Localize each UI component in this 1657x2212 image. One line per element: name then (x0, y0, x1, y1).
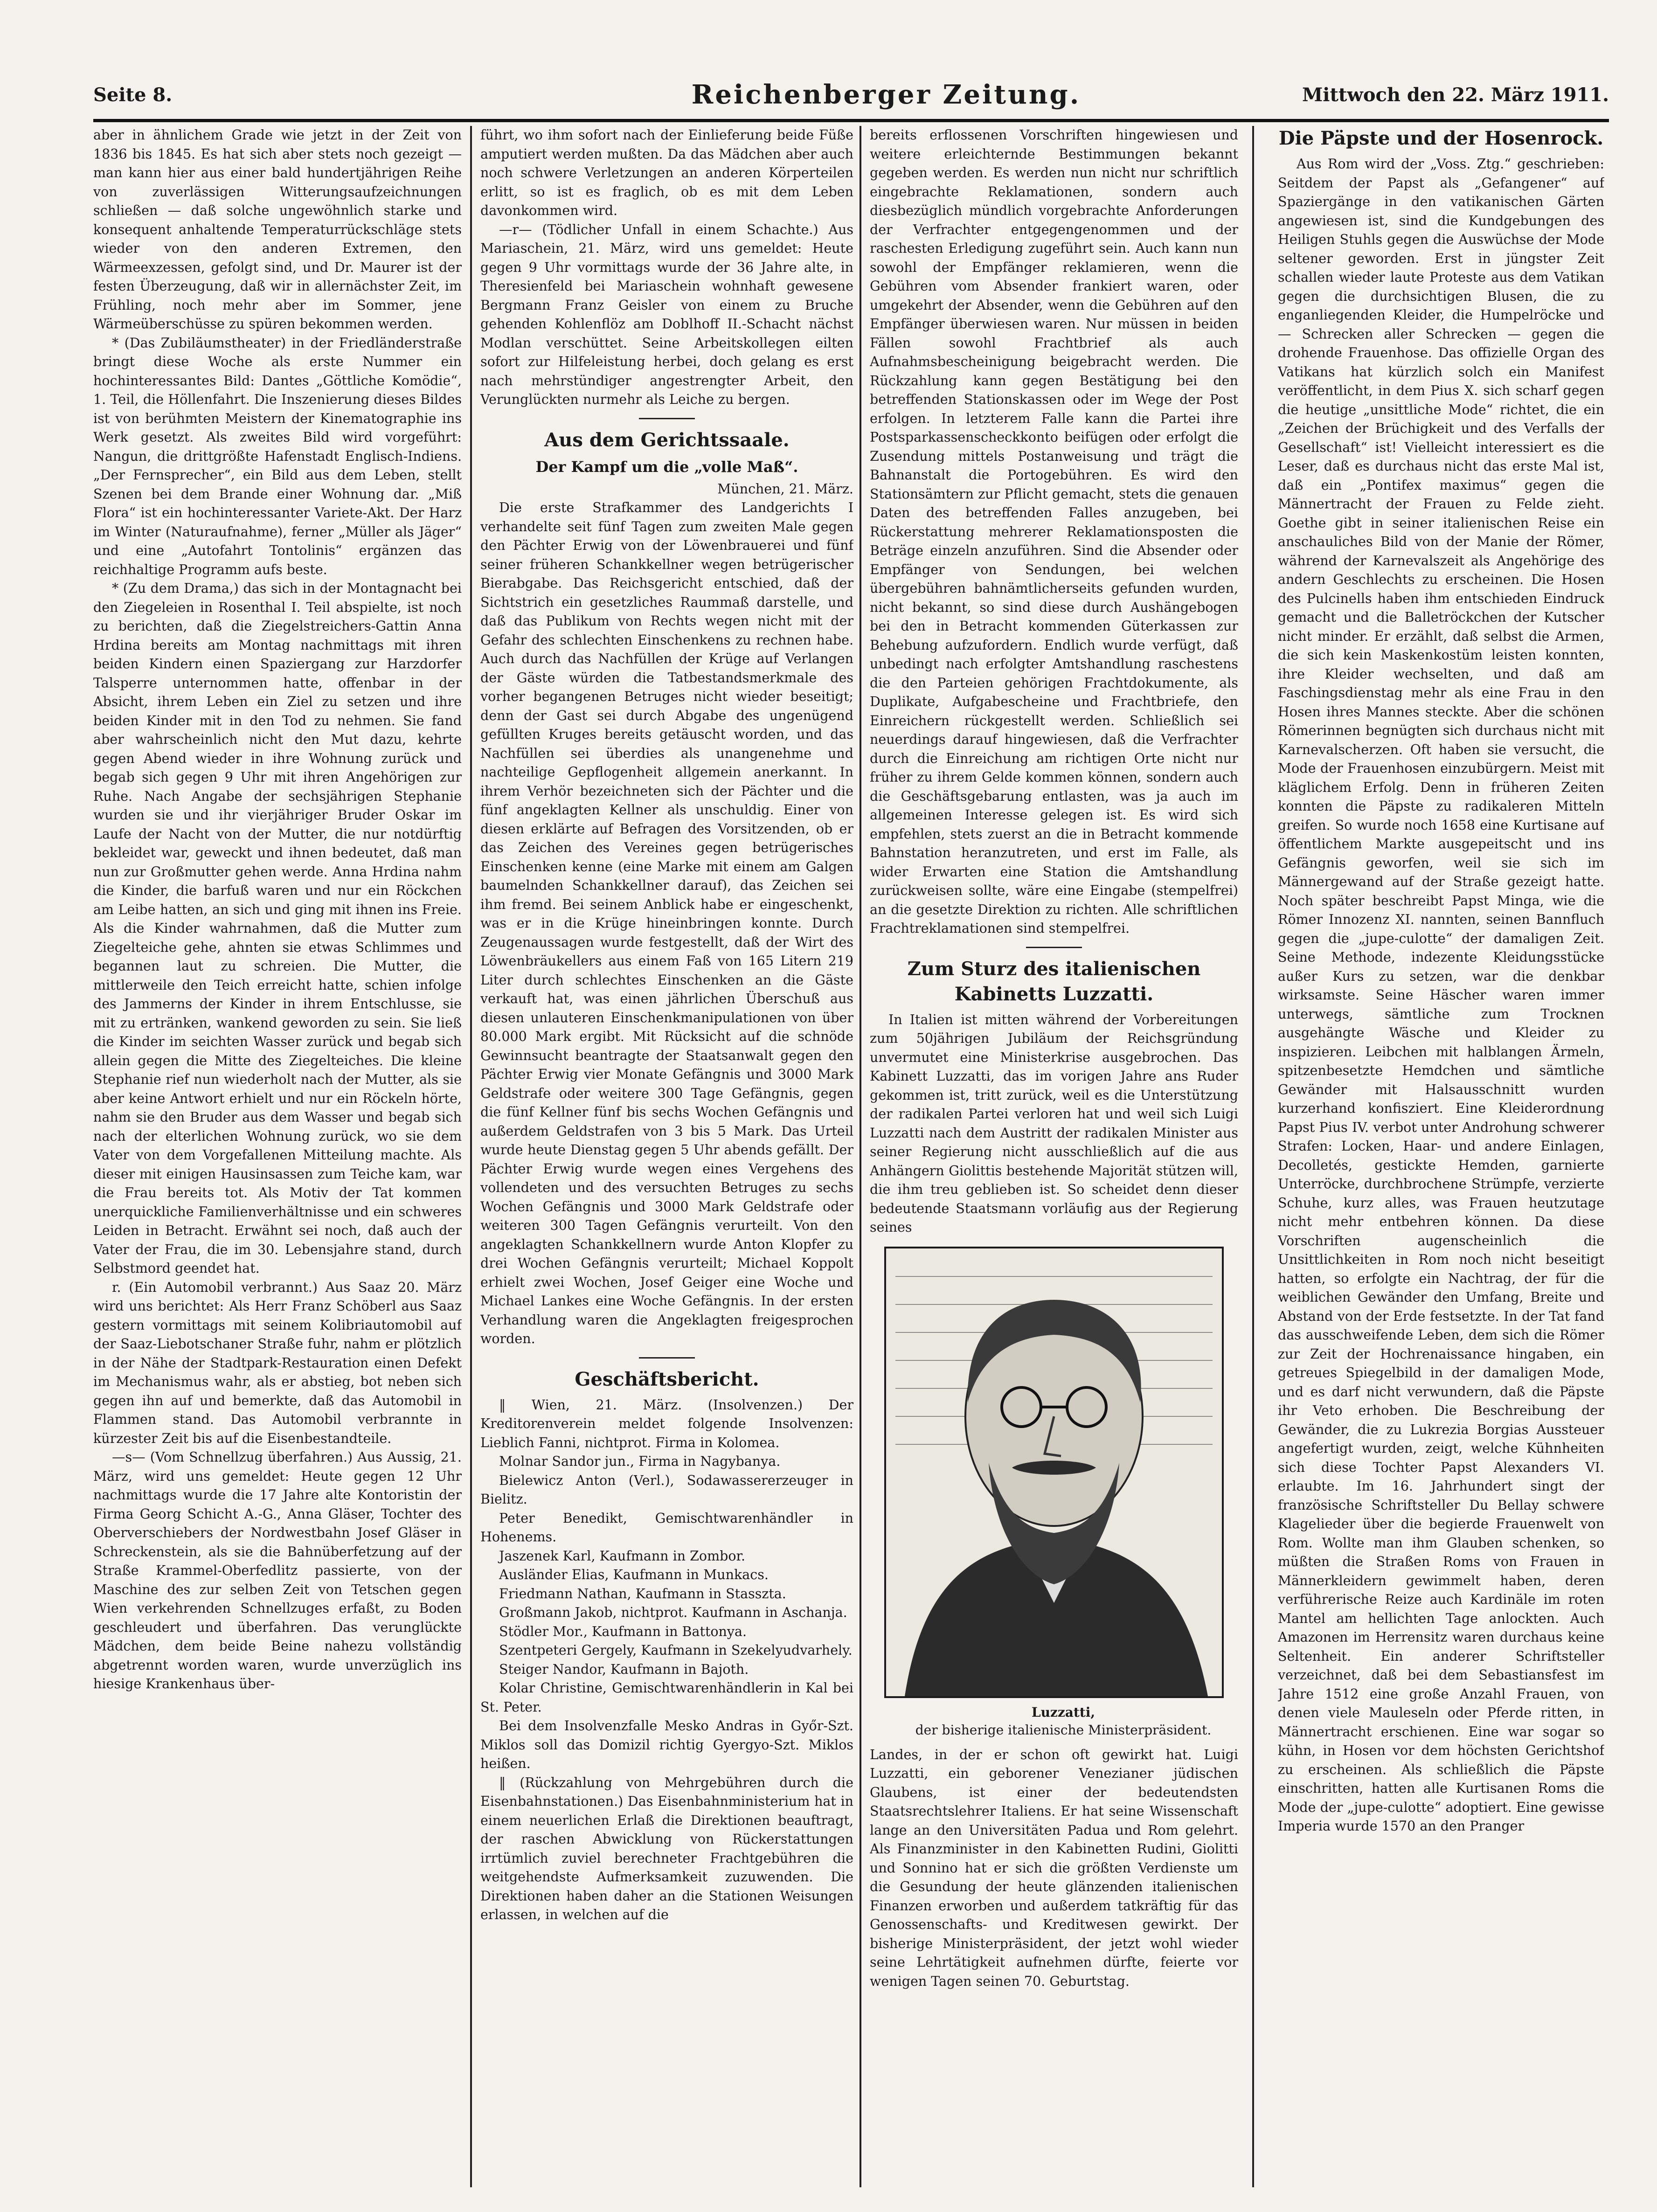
column-3 (870, 126, 1238, 2192)
section-heading: Die Päpste und der Hosenrock. (1278, 127, 1604, 149)
list-item: Szentpeteri Gergely, Kaufmann in Szekelyudvarhely. (499, 1643, 853, 1658)
list-item: Großmann Jakob, nichtprot. Kaufmann in Aschanja. (499, 1605, 847, 1620)
header-rule (93, 119, 1609, 122)
article-paragraph: Aus Rom wird der „Voss. Ztg.“ geschrieben: Seitdem der Papst als „Gefangener“ auf Spaziergänge in den vatikanischen Gärten angewiesen ist, sind die Kundgebungen des Heiligen Stuhls gegen die Auswüchse der Mode seltener geworden. Erst in jüngster Zeit schallen wieder laute Proteste aus dem Vatikan gegen die durchsichtigen Blusen, die zu enganliegenden Kleider, die Humpelröcke und — Schrecken aller Schrecken — gegen die drohende Frauenhose. Das offizielle Organ des Vatikans hat kürzlich solch ein Manifest veröffentlicht, in dem Pius X. sich scharf gegen die heutige „unsittliche Mode“ richtet, die ein „Zeichen der Brüchigkeit und des Verfalls der Gesellschaft“ ist! Vielleicht interessiert es die Leser, daß es durchaus nicht das erste Mal ist, daß ein „Pontifex maximus“ gegen die Männertracht der Frauen zu Felde zieht. Goethe gibt in seiner italienischen Reise ein anschauliches Bild von der Manie der Römer, während der Karnevalszeit als Angehörige des andern Geschlechts zu erscheinen. Die Hosen des Pulcinells haben ihm entschieden Eindruck gemacht und die Balletröckchen der Kutscher nicht minder. Er erzählt, daß selbst die Armen, die sich kein Maskenkostüm leisten konnten, ihre Kleider wechselten, und daß am Faschingsdienstag mehr als eine Frau in den Hosen ihres Mannes steckte. Aber die schönen Römerinnen begnügten sich durchaus nicht mit Karnevalscherzen. Oft haben sie versucht, die Mode der Frauenhosen einzubürgern. Meist mit kläglichem Erfolg. Denn in früheren Zeiten konnten die Päpste zu radikaleren Mitteln greifen. So wurde noch 1658 eine Kurtisane auf öffentlichem Markte ausgepeitscht und ins Gefängnis geworfen, weil sie sich im Männergewand auf der Straße gezeigt hatte. Noch später beschreibt Papst Minga, wie die Römer Innozenz XI. nannten, seinen Bannfluch gegen die „jupe-culotte“ der damaligen Zeit. Seine Methode, indezente Kleidungsstücke außer Kurs zu setzen, war die denkbar wirksamste. Seine Häscher waren immer unterwegs, sämtliche zum Trocknen ausgehängte Wäsche und Kleider zu inspizieren. Leibchen mit halblangen Ärmeln, spitzenbesetzte Hemdchen und sämtliche Gewänder mit Halsausschnitt wurden kurzerhand konfisziert. Eine Kleiderordnung Papst Pius IV. verbot unter Androhung schwerer Strafen: Locken, Haar- und andere Einlagen, Decolletés, gestickte Hemden, garnierte Unterröcke, durchbrochene Strümpfe, verzierte Schuhe, kurz alles, was Frauen heutzutage nicht mehr entbehren können. Da diese Vorschriften augenscheinlich die Unsittlichkeiten in Rom noch nicht beseitigt hatten, so erfolgte ein Nachtrag, der für die weiblichen Gewänder den Umfang, Breite und Abstand von der Erde festsetzte. In der Tat fand das ausschweifende Leben, dem sich die Römer zur Zeit der Hochrenaissance hingaben, ein getreues Spiegelbild in der damaligen Mode, und es darf nicht verwundern, daß die Päpste ihr Veto erhoben. Die Beschreibung der Gewänder, die zu Lukrezia Borgias Aussteuer angefertigt wurden, zeigt, welche Kühnheiten sich diese Tochter Papst Alexanders VI. erlaubte. Im 16. Jahrhundert singt der französische Schriftsteller Du Bellay schwere Klagelieder über die begierde Frauenwelt von Rom. Wollte man ihm Glauben schenken, so müßten die Straßen Roms von Frauen in Männerkleidern gewimmelt haben, deren verführerische Reize auch Kardinäle im roten Mantel am hellichten Tage anlockten. Auch Amazonen im Herrensitz waren durchaus keine Seltenheit. Ein anderer Schriftsteller verzeichnet, daß bei dem Sebastiansfest im Jahre 1512 eine große Anzahl Frauen, von denen viele Mauleseln oder Pferde ritten, in Männertracht erschienen. Eine war sogar so kühn, in Hosen vor dem höchsten Gerichtshof zu erscheinen. Als schließlich die Päpste einschritten, hatten alle Kurtisanen Roms die Mode der „jupe-culotte“ adoptiert. Eine gewisse Imperia wurde 1570 an den Pranger (1278, 156, 1604, 1834)
article-paragraph: Bei dem Insolvenzfalle Mesko Andras in Győr-Szt. Miklos soll das Domizil richtig Gyergyo-Szt. Miklos heißen. (480, 1718, 853, 1771)
article-paragraph: aber in ähnlichem Grade wie jetzt in der Zeit von 1836 bis 1845. Es hat sich aber stets noch gezeigt — man kann hier aus einer bald hundertjährigen Reihe von zuverlässigen Witterungsaufzeichnungen schließen — daß solche ungewöhnlich starke und konsequent anhaltende Temperaturrückschläge stets wieder von den anderen Extremen, den Wärmeexzessen, gefolgt sind, und Dr. Maurer ist der festen Überzeugung, daß wir in allernächster Zeit, im Frühling, noch mehr aber im Sommer, jene Wärmeüberschüsse zu spüren bekommen werden. (93, 127, 462, 332)
article-paragraph: bereits erflossenen Vorschriften hingewiesen und weitere erleichternde Bestimmungen bekannt gegeben werden. Es werden nun nicht nur schriftlich eingebrachte Reklamationen, sondern auch diesbezüglich mündlich vorgebrachte Anforderungen der Verfrachter entgegengenommen und der raschesten Erledigung zugeführt sein. Auch kann nun sowohl der Empfänger reklamieren, wenn die Gebühren vom Absender frankiert waren, oder umgekehrt der Absender, wenn die Gebühren auf den Empfänger überwiesen waren. Nur müssen in beiden Fällen sowohl Frachtbrief als auch Aufnahmsbescheinigung beigebracht werden. Die Rückzahlung kann gegen Bestätigung bei den betreffenden Stationskassen oder im Wege der Post erfolgen. In letzterem Falle kann die Partei ihre Postsparkassenscheckkonto beifügen oder erfolgt die Zusendung mittels Postanweisung und trägt die Bahnanstalt die Portogebühren. Es wird den Stationsämtern zur Pflicht gemacht, stets die genauen Daten des betreffenden Falles anzugeben, bei Rückerstattung mehrerer Reklamationsposten die Beträge einzeln anzuführen. Sind die Absender oder Empfänger von Sendungen, bei welchen übergebühren bahnämtlicherseits gefunden wurden, nicht bekannt, so sind diese durch Aushängebogen bei den in Betracht kommenden Güterkassen zur Behebung aufzufordern. Endlich wurde verfügt, daß unbedingt nach erfolgter Amtshandlung raschestens die den Parteien gehörigen Frachtdokumente, als Duplikate, Aufgabescheine und Frachtbriefe, den Einreichern rückgestellt werden. Schließlich sei neuerdings darauf hingewiesen, daß die Verfrachter durch die Einreichung am richtigen Orte nicht nur früher zu ihrem Gelde kommen können, sondern auch die Geschäftsgebarung entlasten, was ja auch im allgemeinen Interesse gelegen ist. Es wird sich empfehlen, stets zuerst an die in Betracht kommende Bahnstation heranzutreten, und erst im Falle, als wider Erwarten eine Station die Amtshandlung zurückweisen sollte, wäre eine Eingabe (stempelfrei) an die gesetzte Direktion zu richten. Alle schriftlichen Frachtreklamationen sind stempelfrei. (870, 127, 1238, 936)
article-paragraph: führt, wo ihm sofort nach der Einlieferung beide Füße amputiert werden mußten. Da das Mädchen aber auch noch schwere Verletzungen an anderen Körperteilen erlitt, so ist es fraglich, ob es mit dem Leben davonkommen wird. (480, 127, 853, 218)
portrait-image (884, 1247, 1224, 1698)
section-heading: Aus dem Gerichtssaale. (544, 429, 790, 451)
article-paragraph: In Italien ist mitten während der Vorbereitungen zum 50jährigen Jubiläum der Reichsgründung unvermutet eine Ministerkrise ausgebrochen. Das Kabinett Luzzatti, das im vorigen Jahre ans Ruder gekommen ist, tritt zurück, weil es die Unterstützung der radikalen Partei verloren hat und weil sich Luigi Luzzatti nach dem Austritt der radikalen Minister aus seiner Regierung nicht ausschließlich auf die aus Anhängern Giolittis bestehende Majorität stützen will, die ihm treu geblieben ist. So scheidet denn dieser bedeutende Staatsmann vorläufig aus der Regierung seines (870, 1012, 1238, 1235)
section-rule (639, 1357, 695, 1359)
article-paragraph: * (Das Zubiläumstheater) in der Friedländerstraße bringt diese Woche als erste Nummer ein hochinteressantes Bild: Dantes „Göttliche Komödie“, 1. Teil, die Höllenfahrt. Die Inszenierung dieses Bildes ist von berühmten Meistern der Kinematographie ins Werk gesetzt. Als zweites Bild wird vorgeführt: Nangun, die drittgrößte Hafenstadt Englisch-Indiens. „Der Fernsprecher“, ein Bild aus dem Leben, stellt Szenen bei dem Brande einer Wohnung dar. „Miß Flora“ ist ein hochinteressanter Variete-Akt. Der Harz im Winter (Naturaufnahme), ferner „Müller als Jäger“ und eine „Autofahrt Tontolinis“ ergänzen das reichhaltige Programm aufs beste. (93, 335, 462, 577)
column-1 (93, 126, 462, 2192)
issue-date: Mittwoch den 22. März 1911. (1302, 84, 1609, 106)
column-divider (470, 126, 472, 2187)
list-item: Ausländer Elias, Kaufmann in Munkacs. (499, 1567, 769, 1582)
list-item: Stödler Mor., Kaufmann in Battonya. (499, 1623, 747, 1639)
article-heading: Der Kampf um die „volle Maß“. (535, 458, 798, 476)
article-paragraph: ‖ Wien, 21. März. (Insolvenzen.) Der Kreditorenverein meldet folgende Insolvenzen: Lieblich Fanni, nichtprot. Firma in Kolomea. (480, 1397, 853, 1450)
section-heading: Geschäftsbericht. (575, 1368, 759, 1390)
list-item: Friedmann Nathan, Kaufmann in Stasszta. (499, 1586, 786, 1602)
list-item: Jaszenek Karl, Kaufmann in Zombor. (499, 1548, 746, 1564)
column-divider (860, 126, 861, 2187)
list-item: Peter Benedikt, Gemischtwarenhändler in Hohenems. (480, 1510, 853, 1545)
list-item: Steiger Nandor, Kaufmann in Bajoth. (499, 1661, 749, 1677)
column-divider (1252, 126, 1254, 2187)
article-paragraph: ‖ (Rückzahlung von Mehrgebühren durch die Eisenbahnstationen.) Das Eisenbahnministerium hat in einem neuerlichen Erlaß die Direktionen beauftragt, der raschen Abwicklung von Rückerstattungen irrtümlich zuviel berechneter Frachtgebühren die weitgehendste Aufmerksamkeit zuzuwenden. Die Direktionen haben daher an die Stationen Weisungen erlassen, in welchen auf die (480, 1775, 853, 1922)
newspaper-title: Reichenberger Zeitung. (691, 79, 1081, 110)
portrait-caption: der bisherige italienische Ministerpräsident. (915, 1722, 1212, 1738)
portrait-caption-name: Luzzatti, (1031, 1704, 1095, 1720)
column-2 (480, 126, 853, 2192)
section-heading: Zum Sturz des italienischen Kabinetts Luzzatti. (907, 957, 1201, 1005)
section-rule (1026, 947, 1082, 948)
dateline: München, 21. März. (717, 481, 853, 497)
column-4 (1278, 126, 1604, 2192)
article-paragraph: —s— (Vom Schnellzug überfahren.) Aus Aussig, 21. März, wird uns gemeldet: Heute gegen 12 Uhr nachmittags wurde die 17 Jahre alte Kontoristin der Firma Georg Schicht A.-G., Anna Gläser, Tochter des Oberverschiebers der Nordwestbahn Josef Gläser in Schreckenstein, als sie die Bahnüberfetzung auf der Straße Krammel-Oberfedlitz passierte, von der Maschine des zur selben Zeit von Tetschen gegen Wien verkehrenden Schnellzuges erfaßt, zu Boden geschleudert und überfahren. Das verunglückte Mädchen, dem beide Beine nahezu vollständig abgetrennt worden waren, wurde unverzüglich ins hiesige Krankenhaus über- (93, 1449, 462, 1692)
list-item: Bielewicz Anton (Verl.), Sodawassererzeuger in Bielitz. (480, 1472, 853, 1507)
section-rule (639, 418, 695, 419)
article-paragraph: * (Zu dem Drama,) das sich in der Montagnacht bei den Ziegeleien in Rosenthal I. Teil abspielte, ist noch zu berichten, daß die Ziegelstreichers-Gattin Anna Hrdina bereits am Montag nachmittags mit ihren beiden Kindern einen Spaziergang zur Harzdorfer Talsperre unternommen hatte, offenbar in der Absicht, ihrem Leben ein Ziel zu setzen und ihre beiden Kinder mit in den Tod zu nehmen. Sie fand aber wahrscheinlich nicht den Mut dazu, kehrte gegen Abend wieder in ihre Wohnung zurück und begab sich gegen 9 Uhr mit ihren Angehörigen zur Ruhe. Nach Angabe der sechsjährigen Stephanie wurden sie und ihr vierjähriger Bruder Oskar im Laufe der Nacht von der Mutter, die nur notdürftig bekleidet war, geweckt und ihnen bedeutet, daß man nun zur Großmutter gehen werde. Anna Hrdina nahm die Kinder, die barfuß waren und nur ein Röckchen am Leibe hatten, an sich und ging mit ihnen ins Freie. Als die Kinder wahrnahmen, daß die Mutter zum Ziegelteiche gehe, ahnten sie etwas Schlimmes und begannen laut zu schreien. Die Mutter, die mittlerweile den Teich erreicht hatte, schien infolge des Jammerns der Kinder in ihrem Entschlusse, sie mit zu ertränken, wankend geworden zu sein. Sie ließ die Kinder im seichten Wasser zurück und begab sich allein gegen die Mitte des Ziegelteiches. Die kleine Stephanie rief nun wiederholt nach der Mutter, als sie aber keine Antwort erhielt und nur ein Röckeln hörte, nahm sie den Bruder aus dem Wasser und begab sich nach der elterlichen Wohnung zurück, wo sie dem Vater von dem Vorgefallenen Mitteilung machte. Als dieser mit einigen Hausinsassen zum Teiche kam, war die Frau bereits tot. Als Motiv der Tat kommen unerquickliche Familienverhältnisse und ein schweres Leiden in Betracht. Erwähnt sei noch, daß auch der Vater der Frau, die im 30. Lebensjahre stand, durch Selbstmord geendet hat. (93, 581, 462, 1276)
article-paragraph: Landes, in der er schon oft gewirkt hat. Luigi Luzzatti, ein geborener Venezianer jüdischen Glaubens, ist einer der bedeutendsten Staatsrechtslehrer Italiens. Er hat seine Wissenschaft lange an den Universitäten Padua und Rom gelehrt. Als Finanzminister in den Kabinetten Rudini, Giolitti und Sonnino hat er sich die größten Verdienste um die Gesundung der heute glänzenden italienischen Finanzen erworben und außerdem tatkräftig für das Genossenschafts- und Kreditwesen gewirkt. Der bisherige Ministerpräsident, der jetzt wohl wieder seine Lehrtätigkeit aufnehmen dürfte, feierte vor wenigen Tagen seinen 70. Geburtstag. (870, 1747, 1238, 1989)
portrait-illustration (886, 1248, 1222, 1696)
list-item: Kolar Christine, Gemischtwarenhändlerin in Kal bei St. Peter. (480, 1680, 853, 1715)
list-item: Molnar Sandor jun., Firma in Nagybanya. (499, 1454, 781, 1469)
article-paragraph: Die erste Strafkammer des Landgerichts I verhandelte seit fünf Tagen zum zweiten Male gegen den Pächter Erwig von der Löwenbrauerei und fünf seiner früheren Schankkellner wegen betrügerischer Bierabgabe. Das Reichsgericht entschied, daß der Sichtstrich ein gesetzliches Raummaß darstelle, und daß das Publikum von Rechts wegen nicht mit der Gefahr des schlechten Einschenkens zu rechnen habe. Auch durch das Nachfüllen der Krüge auf Verlangen der Gäste würden die Tatbestandsmerkmale des vorher begangenen Betruges nicht wieder beseitigt; denn der Gast sei durch Abgabe des ungenügend gefüllten Kruges bereits getäuscht worden, und das Nachfüllen sei überdies als unangenehme und nachteilige Gepflogenheit allgemein anerkannt. In ihrem Verhör bezeichneten sich der Pächter und die fünf angeklagten Kellner als unschuldig. Einer von diesen erklärte auf Befragen des Vorsitzenden, ob er das Zeichen des Vereines gegen betrügerisches Einschenken kenne (eine Marke mit einem am Galgen baumelnden Schankkellner darauf), das Zeichen sei ihm fremd. Bei seinem Anblick habe er eingeschenkt, was er in die Krüge hineinbringen konnte. Durch Zeugenaussagen wurde festgestellt, daß der Wirt des Löwenbräukellers aus einem Faß von 165 Litern 219 Liter durch schlechtes Einschenken an die Gäste verkauft hat, was einen jährlichen Überschuß aus diesen unlauteren Einschenkmanipulationen von über 80.000 Mark ergibt. Mit Rücksicht auf die schnöde Gewinnsucht beantragte der Staatsanwalt gegen den Pächter Erwig vier Monate Gefängnis und 3000 Mark Geldstrafe oder weitere 300 Tage Gefängnis, gegen die fünf Kellner fünf bis sechs Wochen Gefängnis und außerdem Geldstrafen von 3 bis 5 Mark. Das Urteil wurde heute Dienstag gegen 5 Uhr abends gefällt. Der Pächter Erwig wurde wegen eines Vergehens des vollendeten und des versuchten Betruges zu sechs Wochen Gefängnis und 3000 Mark Geldstrafe oder weiteren 300 Tagen Gefängnis verurteilt. Von den angeklagten Schankkellnern wurde Anton Klopfer zu drei Wochen Gefängnis verurteilt; Michael Koppolt erhielt zwei Wochen, Josef Geiger eine Woche und Michael Lankes eine Woche Gefängnis. In der ersten Verhandlung waren die Angeklagten freigesprochen worden. (480, 500, 853, 1346)
article-paragraph: —r— (Tödlicher Unfall in einem Schachte.) Aus Mariaschein, 21. März, wird uns gemeldet: Heute gegen 9 Uhr vormittags wurde der 36 Jahre alte, in Theresienfeld bei Mariaschein wohnhaft gewesene Bergmann Franz Geisler von einem zu Bruche gehenden Kohlenflöz am Doblhoff II.-Schacht nächst Modlan verschüttet. Seine Arbeitskollegen eilten sofort zur Hilfeleistung herbei, doch gelang es erst nach mehrstündiger angestrengter Arbeit, den Verunglückten nurmehr als Leiche zu bergen. (480, 222, 853, 407)
page-number: Seite 8. (93, 84, 173, 106)
article-paragraph: r. (Ein Automobil verbrannt.) Aus Saaz 20. März wird uns berichtet: Als Herr Franz Schöberl aus Saaz gestern vormittags mit seinem Kolibriautomobil auf der Saaz-Liebotschaner Straße fuhr, nahm er plötzlich in der Nähe der Stadtpark-Restauration einen Defekt im Mechanismus wahr, als er abstieg, bot neben sich gegen ihn auf und bemerkte, daß das Automobil in Flammen stand. Das Automobil verbrannte in kürzester Zeit bis auf die Eisenbestandteile. (93, 1279, 462, 1446)
